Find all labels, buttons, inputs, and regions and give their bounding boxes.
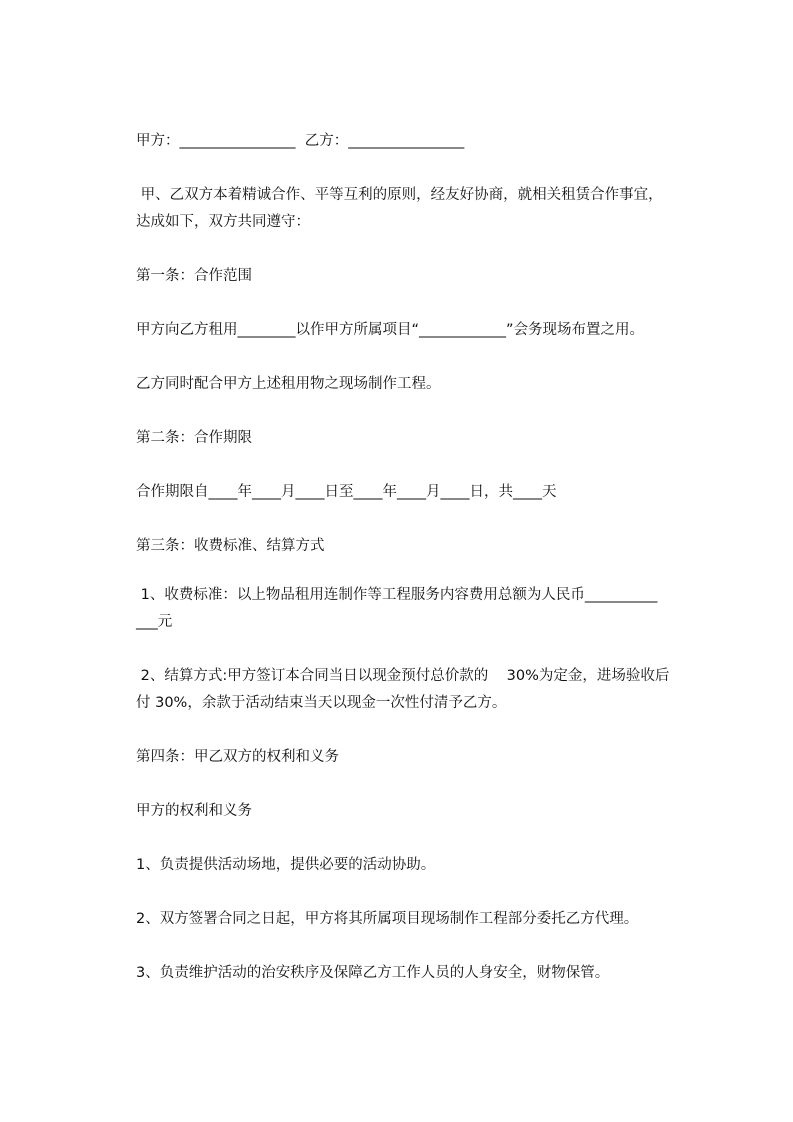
article-4-title: 第四条：甲乙双方的权利和义务 xyxy=(136,749,339,765)
article-3-fee-line-2: ___元 xyxy=(136,614,173,630)
article-1-paragraph-2: 乙方同时配合甲方上述租用物之现场制作工程。 xyxy=(136,376,441,392)
preamble-line-2: 达成如下，双方共同遵守： xyxy=(136,214,310,230)
parties-line: 甲方：________________ 乙方：________________ xyxy=(136,133,465,149)
article-3-fee-line-1: 1、收费标准：以上物品租用连制作等工程服务内容费用总额为人民币__________ xyxy=(136,587,658,603)
article-2-title: 第二条：合作期限 xyxy=(136,430,252,446)
party-a-item-2: 2、双方签署合同之日起，甲方将其所属项目现场制作工程部分委托乙方代理。 xyxy=(136,911,639,927)
article-1-title: 第一条：合作范围 xyxy=(136,268,252,284)
article-2-paragraph-1: 合作期限自____年____月____日至____年____月____日，共____天 xyxy=(136,484,557,500)
article-3-settlement-line-2: 付 30%，余款于活动结束当天以现金一次性付清予乙方。 xyxy=(136,695,507,711)
party-a-section-title: 甲方的权利和义务 xyxy=(136,803,252,819)
article-1-paragraph-1: 甲方向乙方租用________以作甲方所属项目“____________”会务现场布置之用。 xyxy=(136,322,645,338)
party-a-item-1: 1、负责提供活动场地，提供必要的活动协助。 xyxy=(136,857,436,873)
article-3-title: 第三条：收费标准、结算方式 xyxy=(136,538,325,554)
party-a-item-3: 3、负责维护活动的治安秩序及保障乙方工作人员的人身安全，财物保管。 xyxy=(136,965,610,981)
preamble-line-1: 甲、乙双方本着精诚合作、平等互利的原则，经友好协商，就相关租赁合作事宜， xyxy=(136,187,663,203)
article-3-settlement-line-1: 2、结算方式:甲方签订本合同当日以现金预付总价款的 30%为定金，进场验收后 xyxy=(136,668,670,684)
